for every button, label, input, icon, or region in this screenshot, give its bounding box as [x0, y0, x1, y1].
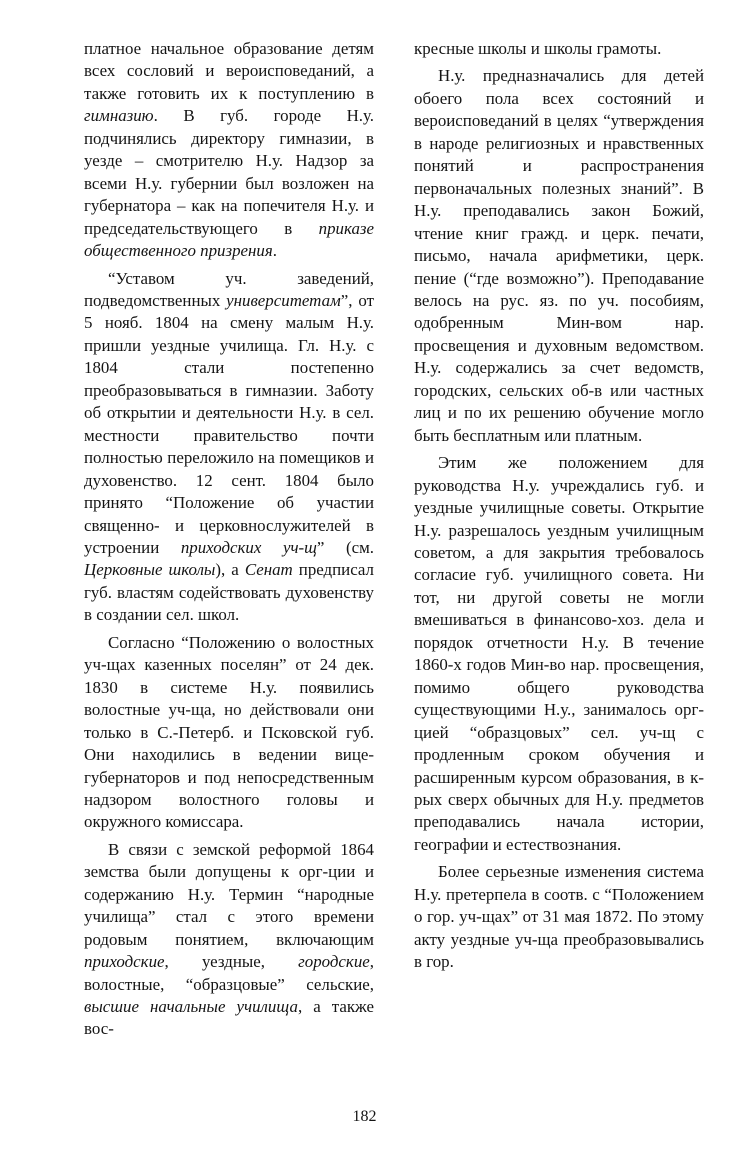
text-run: , уездные,	[164, 952, 299, 972]
text-run: , волостные, “образцовые” сельские,	[84, 952, 374, 994]
italic-term: приказе общественного призрения	[84, 218, 374, 261]
italic-term: гимназию	[84, 106, 154, 126]
italic-term: высшие начальные училища	[84, 997, 298, 1017]
text-run: ”, от 5 нояб. 1804 на смену малым Н.у. пришли уездные училища. Гл. Н.у. с 1804 стали постепенно преобразовываться в гимназии. Заботу об открытии и деятельности Н.у. в сел. местности правительство почти полностью переложило на помещиков и духовенство. 12 сент. 1804 было принято “Положение об участии священно- и церковнослужителей в устроении	[84, 290, 374, 557]
text-run: В связи с земской реформой 1864 земства были допущены к орг-ции и содержанию Н.у. Термин “народные училища” стал с этого времени родовым понятием, включающим	[84, 839, 374, 949]
text-run: .	[272, 241, 277, 261]
paragraph: Этим же положением для руководства Н.у. учреждались губ. и уездные училищные советы. Открытие Н.у. разрешалось уездным училищным советом, а для закрытия требовалось согласие губ. училищного совета. Ни тот, ни другой советы не могли вмешиваться в финансово-хоз. дела и порядок отчетности Н.у. В течение 1860-х годов Мин-во нар. просвещения, помимо общего руководства существующими Н.у., занималось орг-цией “образцовых” сел. уч-щ с продленным сроком обучения и расширенным курсом образования, в к-рых сверх обычных для Н.у. предметов преподавались начала истории, географии и естествознания.	[414, 453, 704, 854]
paragraph	[84, 38, 374, 263]
italic-term: приходские	[84, 952, 165, 972]
text-run: предписал губ. властям содействовать духовенству в создании сел. школ.	[84, 560, 374, 625]
paragraph: Согласно “Положению о волостных уч-щах казенных поселян” от 24 дек. 1830 в системе Н.у. появились волостные уч-ща, но действовали они только в С.-Петерб. и Псковской губ. Они находились в ведении вице-губернаторов и под непосредственным надзором волостного головы и окружного комиссара.	[84, 632, 374, 832]
page-number: 182	[352, 1108, 377, 1125]
italic-term: приходских уч-щ	[180, 537, 317, 557]
text-run: , а также вос-	[84, 997, 374, 1039]
italic-term: Церковные школы	[84, 560, 216, 580]
italic-term: Сенат	[244, 560, 293, 580]
text-run: . В губ. городе Н.у. подчинялись директору гимназии, в уезде – смотрителю Н.у. Надзор за всеми Н.у. губернии был возложен на губернатора – как на попечителя Н.у. и председательствующего в	[84, 106, 374, 238]
left-column	[84, 38, 374, 1041]
text-run: ” (см.	[316, 537, 375, 557]
paragraph: Более серьезные изменения система Н.у. претерпела в соотв. с “Положением о гор. уч-щах” от 31 мая 1872. По этому акту уездные уч-ща преобразовывались в гор.	[414, 862, 704, 972]
paragraph	[84, 839, 374, 1041]
paragraph: Н.у. предназначались для детей обоего пола всех состояний и вероисповеданий в целях “утверждения в народе религиозных и нравственных понятий и распространения первоначальных полезных знаний”. В Н.у. преподавались закон Божий, чтение книг гражд. и церк. печати, письмо, начала арифметики, церк. пение (“где возможно”). Преподавание велось на рус. яз. по уч. пособиям, одобренным Мин-вом нар. просвещения и духовным ведомством. Н.у. содержались за счет ведомств, городских, сельских об-в или частных лиц и по их решению обучение могло быть бесплатным или платным.	[414, 66, 704, 445]
text-run: “Уставом уч. заведений, подведомственных	[84, 268, 374, 310]
text-run: платное начальное образование детям всех сословий и вероисповеданий, а также готовить их к поступлению в	[84, 39, 374, 103]
paragraph: кресные школы и школы грамоты.	[414, 39, 662, 58]
italic-term: городские	[298, 952, 370, 972]
right-column	[414, 38, 704, 974]
italic-term: университетам	[226, 290, 341, 310]
text-run: ), а	[215, 560, 245, 580]
paragraph	[84, 268, 374, 627]
